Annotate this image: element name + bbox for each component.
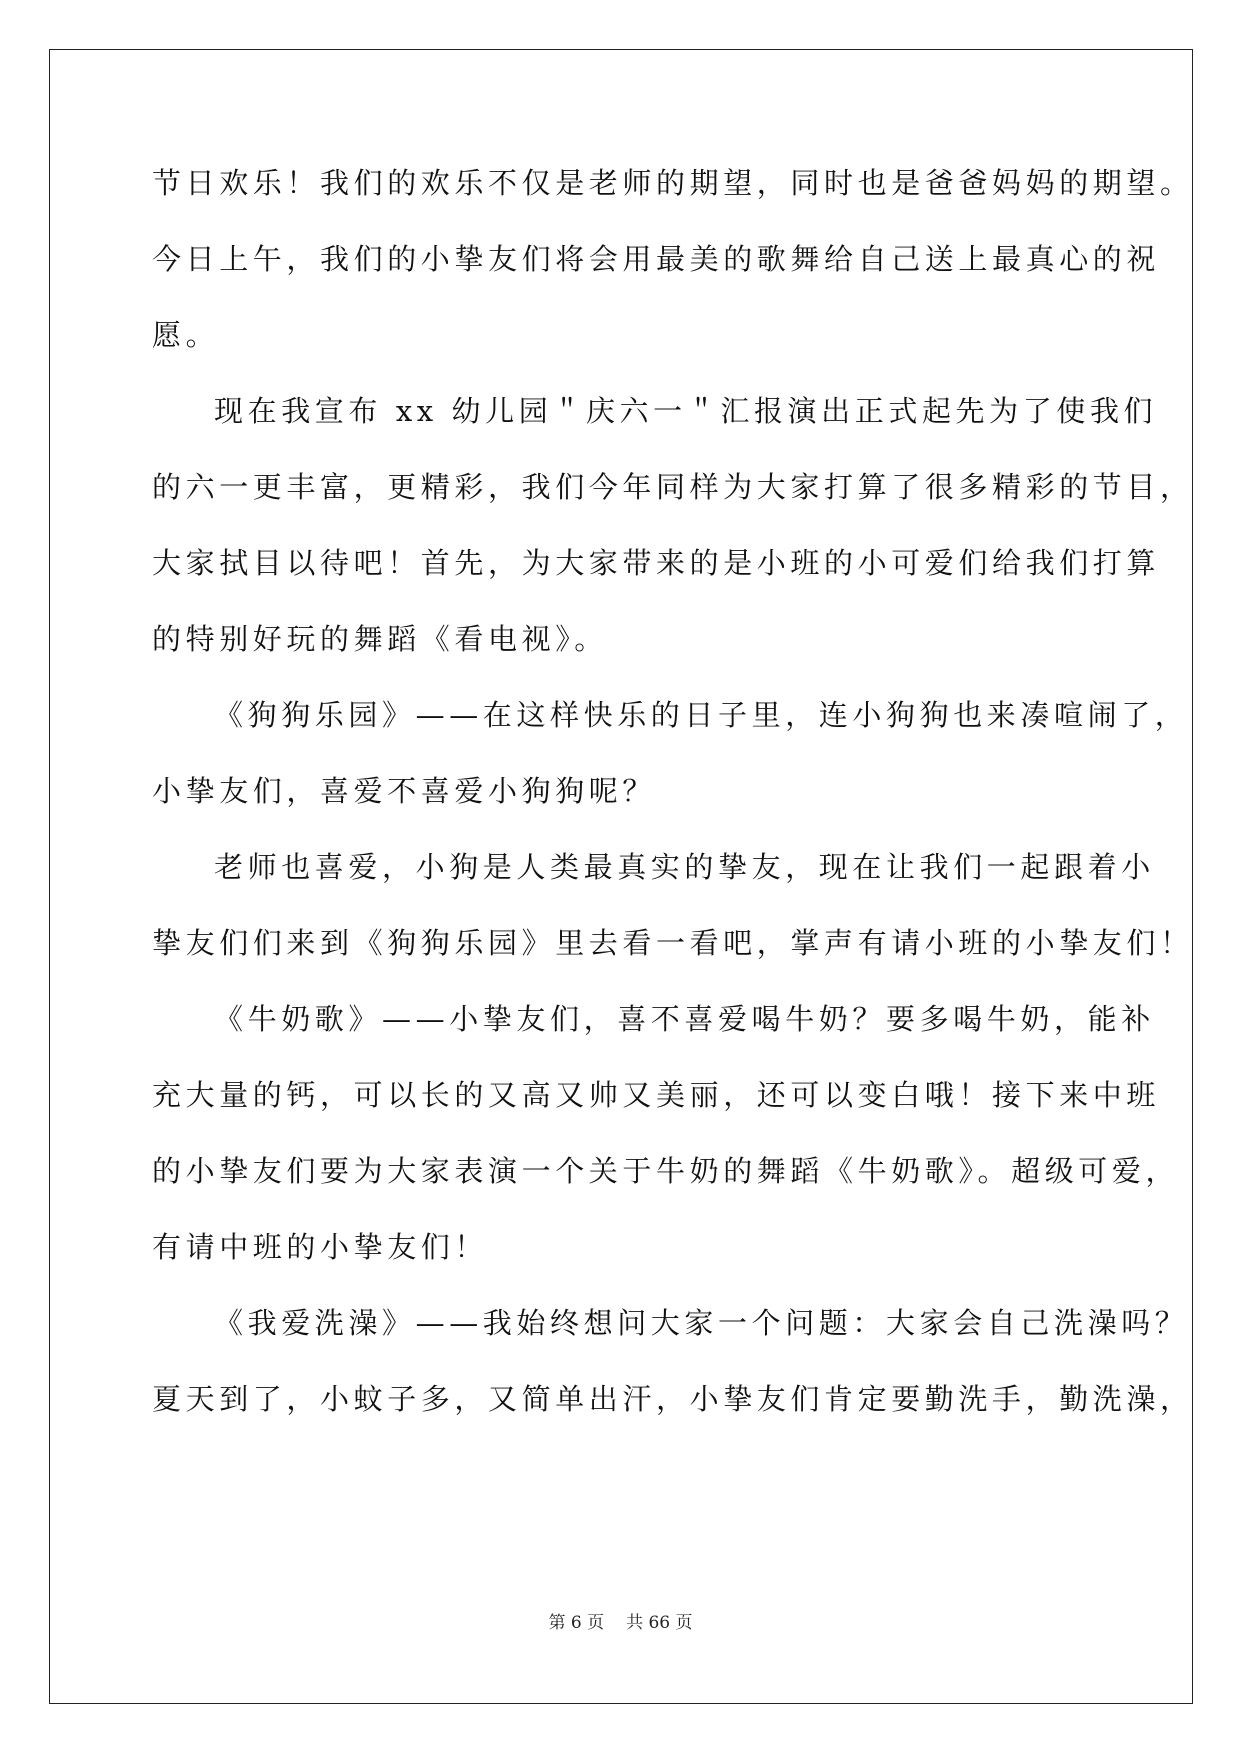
text-line: 的特别好玩的舞蹈《看电视》。: [152, 622, 608, 656]
text-line: 的小挚友们要为大家表演一个关于牛奶的舞蹈《牛奶歌》。超级可爱，: [152, 1154, 1180, 1188]
text-line: 充大量的钙，可以长的又高又帅又美丽，还可以变白哦！接下来中班: [152, 1078, 1161, 1112]
text-line: 小挚友们，喜爱不喜爱小狗狗呢？: [152, 774, 657, 808]
page-footer: [0, 1611, 1241, 1635]
text-line: 有请中班的小挚友们！: [152, 1230, 489, 1264]
text-line: 今日上午，我们的小挚友们将会用最美的歌舞给自己送上最真心的祝: [152, 242, 1161, 276]
text-line: 大家拭目以待吧！首先，为大家带来的是小班的小可爱们给我们打算: [152, 546, 1161, 580]
text-line: 的六一更丰富，更精彩，我们今年同样为大家打算了很多精彩的节目，: [152, 470, 1194, 504]
paragraph-start-line: 现在我宣布 xx 幼儿园＂庆六一＂汇报演出正式起先为了使我们: [214, 394, 1158, 428]
text-line: 节日欢乐！我们的欢乐不仅是老师的期望，同时也是爸爸妈妈的期望。: [152, 166, 1194, 200]
text-line: 愿。: [152, 318, 220, 352]
paragraph-start-line: 《我爱洗澡》——我始终想问大家一个问题：大家会自己洗澡吗？: [214, 1306, 1189, 1340]
text-line: 挚友们们来到《狗狗乐园》里去看一看吧，掌声有请小班的小挚友们！: [152, 926, 1194, 960]
paragraph-start-line: 《牛奶歌》——小挚友们，喜不喜爱喝牛奶？要多喝牛奶，能补: [214, 1002, 1155, 1036]
text-line: 夏天到了，小蚊子多，又简单出汗，小挚友们肯定要勤洗手，勤洗澡，: [152, 1382, 1194, 1416]
paragraph-start-line: 老师也喜爱，小狗是人类最真实的挚友，现在让我们一起跟着小: [214, 850, 1155, 884]
page-total: 共 66 页: [626, 1613, 693, 1633]
paragraph-start-line: 《狗狗乐园》——在这样快乐的日子里，连小狗狗也来凑喧闹了，: [214, 698, 1189, 732]
page-number: 第 6 页: [548, 1613, 605, 1633]
